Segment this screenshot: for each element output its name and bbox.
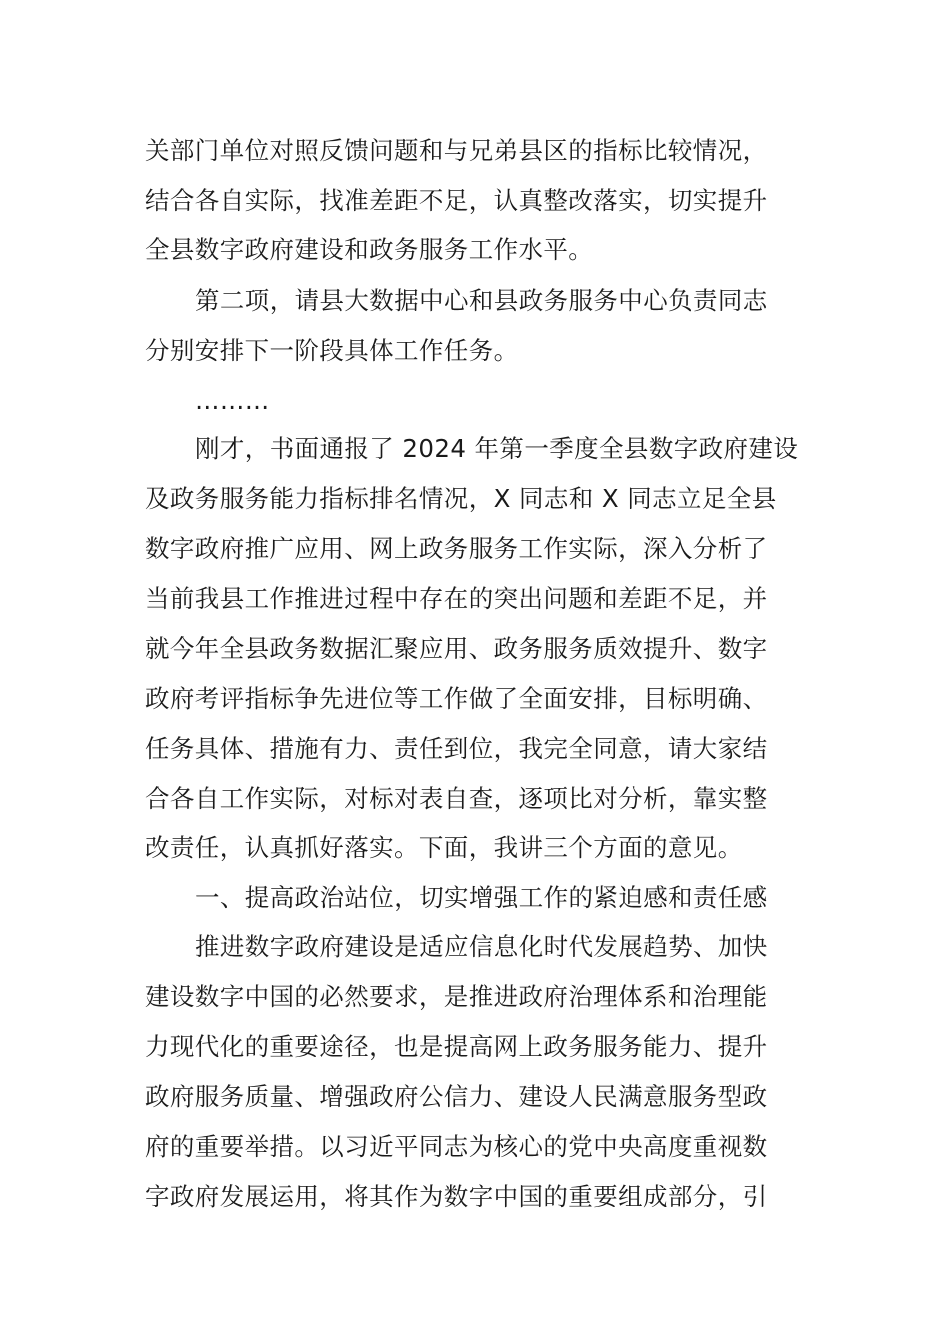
text-line: 合各自工作实际，对标对表自查，逐项比对分析，靠实整 — [145, 784, 768, 813]
paragraph-start-line: 第二项，请县大数据中心和县政务服务中心负责同志 — [195, 286, 768, 315]
text-line: 全县数字政府建设和政务服务工作水平。 — [145, 235, 594, 264]
text-line: 就今年全县政务数据汇聚应用、政务服务质效提升、数字 — [145, 634, 768, 663]
text-line: 改责任，认真抓好落实。下面，我讲三个方面的意见。 — [145, 833, 743, 862]
text-line: 政府考评指标争先进位等工作做了全面安排，目标明确、 — [145, 684, 768, 713]
text-line: 及政务服务能力指标排名情况，X 同志和 X 同志立足全县 — [145, 484, 777, 513]
text-line: 关部门单位对照反馈问题和与兄弟县区的指标比较情况， — [145, 136, 768, 165]
paragraph-start-line: 刚才，书面通报了 2024 年第一季度全县数字政府建设 — [195, 434, 799, 463]
ellipsis-line: ……… — [195, 386, 270, 415]
section-heading: 一、提高政治站位，切实增强工作的紧迫感和责任感 — [195, 883, 768, 912]
text-line: 数字政府推广应用、网上政务服务工作实际，深入分析了 — [145, 534, 768, 563]
text-line: 建设数字中国的必然要求，是推进政府治理体系和治理能 — [145, 982, 768, 1011]
text-line: 字政府发展运用，将其作为数字中国的重要组成部分，引 — [145, 1182, 768, 1211]
text-line: 分别安排下一阶段具体工作任务。 — [145, 336, 519, 365]
text-line: 力现代化的重要途径，也是提高网上政务服务能力、提升 — [145, 1032, 768, 1061]
paragraph-start-line: 推进数字政府建设是适应信息化时代发展趋势、加快 — [195, 932, 768, 961]
text-line: 当前我县工作推进过程中存在的突出问题和差距不足，并 — [145, 584, 768, 613]
text-line: 府的重要举措。以习近平同志为核心的党中央高度重视数 — [145, 1132, 768, 1161]
text-line: 结合各自实际，找准差距不足，认真整改落实，切实提升 — [145, 186, 768, 215]
text-line: 任务具体、措施有力、责任到位，我完全同意，请大家结 — [145, 734, 768, 763]
text-line: 政府服务质量、增强政府公信力、建设人民满意服务型政 — [145, 1082, 768, 1111]
